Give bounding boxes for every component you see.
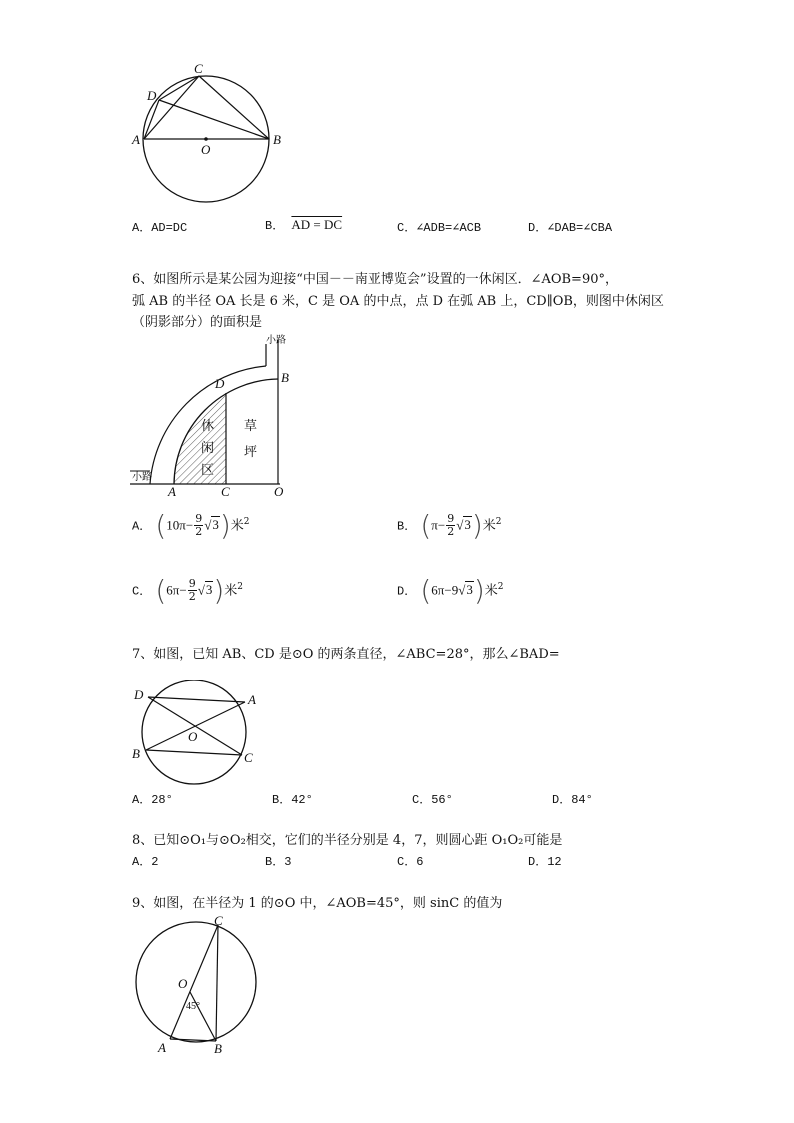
q5-label-o: O	[201, 142, 211, 157]
q6-option-b-label: B．	[397, 519, 417, 534]
q6-option-d-label: D．	[397, 584, 417, 599]
q5-label-a: A	[132, 132, 140, 147]
q6-option-a-lead: 10π	[166, 517, 186, 533]
q5-line-cb	[199, 76, 269, 139]
q6-rest-area-char-1: 休	[201, 419, 215, 434]
q5-label-b: B	[273, 132, 281, 147]
q9-label-o: O	[178, 976, 188, 991]
q6-lane-top-label: 小路	[266, 335, 286, 346]
q6-option-b-rad: 3	[464, 517, 471, 533]
q6-stem-line-2: 弧 AB 的半径 OA 长是 6 米，C 是 OA 的中点，点 D 在弧 AB 上，CD∥OB，则图中休闲区	[132, 294, 664, 309]
q7-label-o: O	[188, 729, 198, 744]
q6-label-b: B	[281, 370, 289, 385]
q6-option-b-exp: 2	[495, 517, 502, 527]
q9-line-cb	[216, 925, 218, 1041]
q8-stem: 8、已知⊙O₁与⊙O₂相交，它们的半径分别是 4，7，则圆心距 O₁O₂可能是	[132, 833, 563, 848]
q6-rest-area-char-3: 区	[201, 463, 215, 478]
q7-diameter-cd	[148, 697, 242, 755]
q6-option-d-coef: 9	[451, 582, 459, 598]
q5-line-ac	[144, 76, 199, 139]
q6-stem-line-3: （阴影部分）的面积是	[132, 315, 263, 330]
q6-option-b-num: 9	[447, 512, 455, 526]
q6-label-c: C	[221, 484, 230, 499]
q8-option-a: A．2	[132, 855, 159, 869]
q7-label-c: C	[244, 750, 253, 765]
q5-option-d: D．∠DAB=∠CBA	[528, 221, 613, 235]
q6-option-a-num: 9	[195, 512, 203, 526]
q6-option-d-unit: 米	[484, 583, 498, 599]
q6-option-a-rad: 3	[212, 517, 219, 533]
q5-option-b	[265, 215, 342, 236]
q6-option-c: C． (6π− $\frac{9}{2}$ √3)米$^2$	[132, 573, 244, 607]
q7-option-b: B．42°	[272, 793, 313, 807]
q6-option-d-exp: 2	[497, 582, 504, 592]
q7-line-bc	[146, 750, 242, 755]
q7-label-a: A	[248, 692, 256, 707]
q8-option-d: D．12	[528, 855, 562, 869]
q6-option-b-den: 2	[447, 525, 455, 539]
q6-label-d: D	[215, 376, 225, 391]
q9-label-c: C	[214, 913, 223, 928]
q6-lawn-char-2: 坪	[244, 445, 258, 460]
q6-rest-area-shading	[174, 393, 226, 484]
q6-option-c-label: C．	[132, 584, 152, 599]
q6-label-a: A	[168, 484, 176, 499]
q7-option-d: D．84°	[552, 793, 593, 807]
q6-option-c-num: 9	[188, 577, 196, 591]
q9-circle	[136, 922, 256, 1042]
q6-rest-area-char-2: 闲	[201, 441, 215, 456]
q6-lane-left-label: 小路	[132, 472, 152, 483]
q5-line-dc	[159, 76, 199, 100]
q5-line-db	[159, 100, 269, 139]
q6-option-d-lead: 6π	[431, 582, 445, 598]
q9-figure	[128, 912, 268, 1062]
q5-label-c: C	[194, 61, 203, 76]
q6-option-b: B． (π− $\frac{9}{2}$ √3)米$^2$	[397, 508, 502, 542]
q5-figure	[125, 55, 295, 215]
q6-option-a-den: 2	[195, 525, 203, 539]
q6-stem-line-1: 6、如图所示是某公园为迎接“中国－－南亚博览会”设置的一休闲区．∠AOB=90°，	[132, 272, 618, 287]
q5-option-b-label: B．	[265, 219, 285, 233]
q9-label-b: B	[214, 1041, 222, 1056]
q9-line-ob	[190, 992, 216, 1041]
q7-label-b: B	[132, 746, 140, 761]
q6-option-a-exp: 2	[243, 517, 250, 527]
q7-option-a: A．28°	[132, 793, 173, 807]
q9-label-a: A	[158, 1040, 166, 1055]
q7-option-c: C．56°	[412, 793, 453, 807]
q6-option-c-den: 2	[188, 590, 196, 604]
q6-option-c-unit: 米	[224, 583, 238, 599]
q6-option-c-lead: 6π	[166, 582, 180, 598]
q6-option-a: A． (10π− $\frac{9}{2}$ √3)米$^2$	[132, 508, 250, 542]
q5-option-c: C．∠ADB=∠ACB	[397, 221, 482, 235]
q8-option-b: B．3	[265, 855, 292, 869]
q9-stem: 9、如图，在半径为 1 的⊙O 中，∠AOB=45°，则 sinC 的值为	[132, 896, 503, 911]
q7-label-d: D	[134, 687, 144, 702]
q7-line-da	[148, 697, 245, 702]
q6-option-c-rad: 3	[205, 582, 213, 598]
q5-center-dot	[204, 137, 208, 141]
q6-option-b-unit: 米	[482, 518, 496, 534]
q6-figure	[128, 330, 298, 500]
q8-option-c: C．6	[397, 855, 424, 869]
q7-stem: 7、如图，已知 AB、CD 是⊙O 的两条直径，∠ABC=28°，那么∠BAD=	[132, 647, 560, 662]
q6-label-o: O	[274, 484, 284, 499]
q5-option-a: A．AD=DC	[132, 221, 188, 235]
q7-figure	[128, 680, 268, 790]
q5-label-d: D	[147, 88, 157, 103]
q6-option-d: D． (6π−9√3)米$^2$	[397, 573, 504, 607]
q6-option-d-rad: 3	[466, 582, 473, 598]
q6-option-a-unit: 米	[230, 518, 244, 534]
q6-option-b-lead: π	[431, 517, 438, 533]
q6-option-a-label: A．	[132, 519, 152, 534]
q6-option-c-exp: 2	[237, 582, 244, 592]
q5-option-b-math: AD = DC	[291, 217, 343, 232]
q6-lawn-char-1: 草	[244, 419, 258, 434]
q9-label-angle: 45°	[186, 1001, 200, 1012]
